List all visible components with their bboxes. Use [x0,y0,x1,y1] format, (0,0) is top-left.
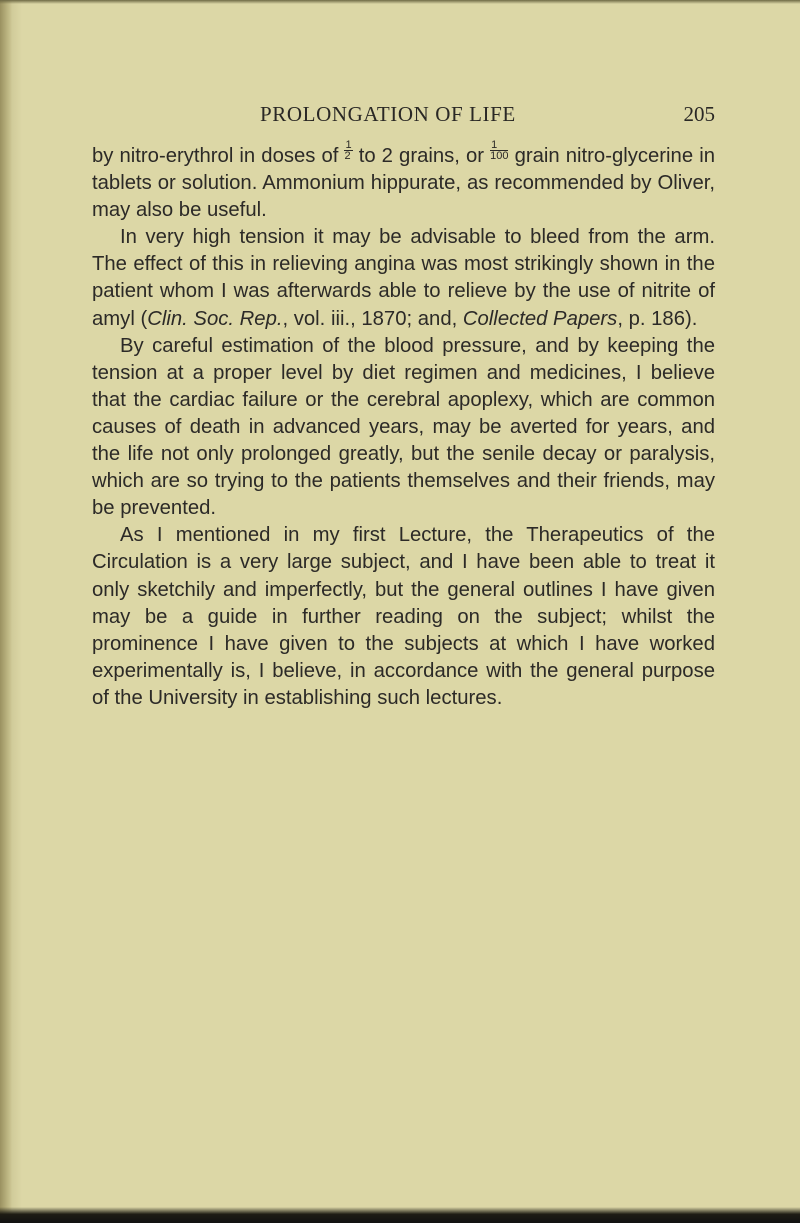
p1-text-3: grain nitro-glycerine in tablets or solution. Ammonium hippurate, as recommended by Oliver, may also be useful. [92,145,715,222]
p2-text-3: , p. 186). [617,307,698,330]
page-gutter-shadow [0,0,12,1223]
page-top-edge [0,0,800,4]
p1-text-2: to 2 grains, or [352,145,491,167]
fraction-half-denominator: 2 [344,150,351,162]
p1-text-1: by nitro-erythrol in doses of [92,145,345,167]
citation-clin-soc-rep: Clin. Soc. Rep. [147,307,283,330]
fraction-hundredth [490,140,508,161]
fraction-half [344,140,352,161]
paragraph-2 [92,224,715,332]
page-bottom-edge [0,1207,800,1223]
paragraph-1 [92,140,715,224]
fraction-hundredth-numerator: 1 [490,140,508,151]
citation-collected-papers: Collected Papers [462,307,618,330]
body-text [92,140,715,712]
p2-text-2: , vol. iii., 1870; and, [282,307,463,330]
running-header [92,102,715,132]
paragraph-4: As I mentioned in my first Lecture, the Therapeutics of the Circulation is a very large subject, and I have been able to treat it only sketchily and imperfectly, but the general outlines I have given may be a guide in further reading on the subject; whilst the prominence I have given to the subjects at which I have worked experimentally is, I believe, in accordance with the general purpose of the University in establishing such lectures. [92,524,715,709]
fraction-half-numerator: 1 [345,139,352,151]
page-number: 205 [683,102,715,126]
fraction-hundredth-denominator: 100 [490,150,509,162]
p2-text-1: In very high tension it may be advisable to bleed from the arm. The effect of this in relieving angina was most strikingly shown in the patient whom I was afterwards able to relieve by the use of nitrite of amyl ( [92,226,715,330]
running-title: PROLONGATION OF LIFE [260,102,516,126]
paragraph-3: By careful estimation of the blood pressure, and by keeping the tension at a proper level by diet regimen and medicines, I believe that the cardiac failure or the cerebral apoplexy, which are common causes of death in advanced years, may be averted for years, and the life not only prolonged greatly, but the senile decay or paralysis, which are so trying to the patients themselves and their friends, may be prevented. [92,334,715,520]
